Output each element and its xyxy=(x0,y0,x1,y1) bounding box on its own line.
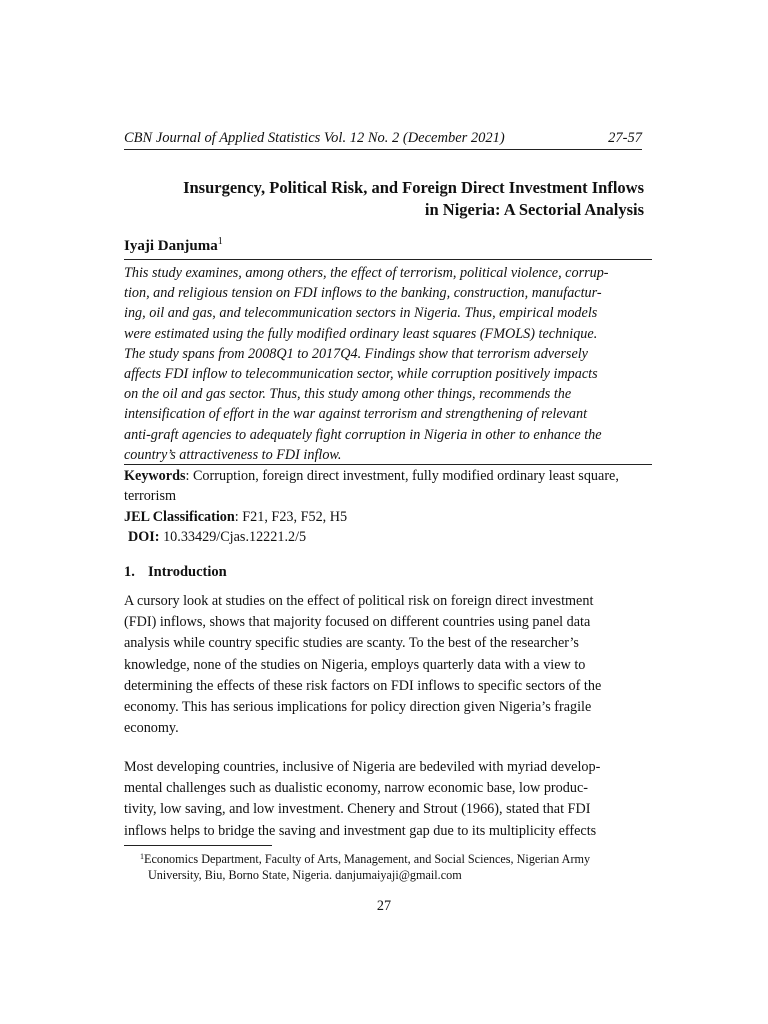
abstract-line: anti-graft agencies to adequately fight corruption in Nigeria in other to enhance the xyxy=(124,426,602,443)
author xyxy=(124,233,223,255)
abstract-line: country’s attractiveness to FDI inflow. xyxy=(124,446,342,463)
abstract-line: were estimated using the fully modified ordinary least squares (FMOLS) technique. xyxy=(124,325,598,342)
section-number: 1. xyxy=(124,564,135,580)
page-range: 27-57 xyxy=(608,130,642,146)
paragraph-line: economy. This has serious implications for policy direction given Nigeria’s fragile xyxy=(124,699,592,716)
title-line-2: in Nigeria: A Sectorial Analysis xyxy=(424,200,644,219)
abstract-line: This study examines, among others, the effect of terrorism, political violence, corrup- xyxy=(124,265,609,281)
abstract-line: intensification of effort in the war against terrorism and strengthening of relevant xyxy=(124,406,588,423)
jel-label: JEL Classification xyxy=(124,509,235,525)
intro-paragraph-1 xyxy=(124,591,644,739)
abstract-line: on the oil and gas sector. Thus, this study among other things, recommends the xyxy=(124,386,572,403)
page-number: 27 xyxy=(376,898,392,914)
footnote xyxy=(140,849,650,883)
intro-paragraph-2 xyxy=(124,757,644,842)
paragraph-line: (FDI) inflows, shows that majority focused on different countries using panel data xyxy=(124,614,591,631)
paper-title xyxy=(124,177,644,221)
section-title: Introduction xyxy=(148,564,227,580)
paragraph-line: mental challenges such as dualistic economy, narrow economic base, low produc- xyxy=(124,780,588,797)
paragraph-line: inflows helps to bridge the saving and investment gap due to its multiplicity effects xyxy=(124,822,597,839)
keywords-label: Keywords xyxy=(124,468,186,484)
header-rule xyxy=(124,149,642,150)
journal-citation: CBN Journal of Applied Statistics Vol. 12 No. 2 (December 2021) xyxy=(124,130,505,146)
footnote-rule xyxy=(124,845,272,846)
abstract-line: ing, oil and gas, and telecommunication sectors in Nigeria. Thus, empirical models xyxy=(124,305,598,322)
doi-value[interactable]: 10.33429/Cjas.12221.2/5 xyxy=(159,529,307,545)
abstract-line: tion, and religious tension on FDI inflows to the banking, construction, manufactur- xyxy=(124,285,602,302)
abstract xyxy=(124,263,652,465)
paragraph-line: tivity, low saving, and low investment. Chenery and Strout (1966), stated that FDI xyxy=(124,801,591,818)
paragraph-line: determining the effects of these risk factors on FDI inflows to specific sectors of the xyxy=(124,677,602,694)
doi-label: DOI: xyxy=(128,529,160,545)
paragraph-line: A cursory look at studies on the effect of political risk on foreign direct investment xyxy=(124,593,594,609)
abstract-line: The study spans from 2008Q1 to 2017Q4. Findings show that terrorism adversely xyxy=(124,345,588,362)
jel-codes: : F21, F23, F52, H5 xyxy=(234,509,348,525)
keywords xyxy=(124,466,654,506)
jel-classification xyxy=(124,508,347,526)
title-line-1: Insurgency, Political Risk, and Foreign Direct Investment Inflows xyxy=(183,178,644,197)
paragraph-line: analysis while country specific studies are scanty. To the best of the researcher’s xyxy=(124,635,579,652)
author-name: Iyaji Danjuma xyxy=(124,238,218,254)
abstract-rule-top xyxy=(124,259,652,260)
abstract-line: affects FDI inflow to telecommunication sector, while corruption positively impacts xyxy=(124,366,598,383)
footnote-mark: 1 xyxy=(140,852,144,861)
abstract-rule-bottom xyxy=(124,464,652,465)
keywords-list: : Corruption, foreign direct investment, fully modified ordinary least square, xyxy=(185,468,619,484)
paragraph-line: knowledge, none of the studies on Nigeria, employs quarterly data with a view to xyxy=(124,656,586,673)
footnote-affiliation: Economics Department, Faculty of Arts, Management, and Social Sciences, Nigerian Army xyxy=(144,852,591,866)
paragraph-line: Most developing countries, inclusive of Nigeria are bedeviled with myriad develop- xyxy=(124,759,601,775)
author-footnote-mark: 1 xyxy=(217,236,223,247)
paragraph-line: economy. xyxy=(124,720,179,737)
section-heading xyxy=(124,563,227,581)
keywords-list-cont: terrorism xyxy=(124,488,177,504)
running-header xyxy=(124,129,642,147)
doi xyxy=(128,528,306,546)
footnote-affiliation-cont: University, Biu, Borno State, Nigeria. danjumaiyaji@gmail.com xyxy=(148,868,462,882)
